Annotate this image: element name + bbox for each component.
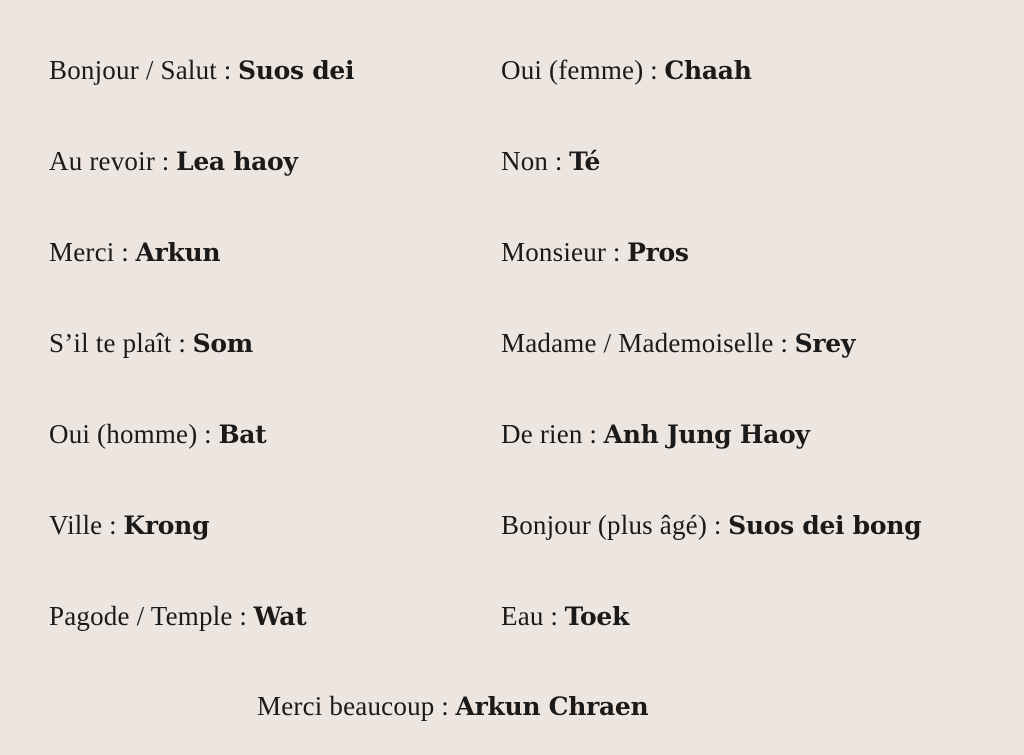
french-term: Madame / Mademoiselle bbox=[501, 328, 774, 358]
vocab-entry bbox=[49, 145, 298, 178]
vocab-entry bbox=[501, 236, 689, 269]
separator: : bbox=[155, 146, 177, 176]
vocab-entry bbox=[257, 690, 648, 723]
separator: : bbox=[232, 601, 254, 631]
french-term: Pagode / Temple bbox=[49, 601, 233, 631]
separator: : bbox=[606, 237, 628, 267]
vocab-entry bbox=[49, 509, 209, 542]
khmer-term: Lea haoy bbox=[176, 147, 298, 176]
french-term: Monsieur bbox=[501, 237, 607, 267]
french-term: Bonjour (plus âgé) bbox=[501, 510, 708, 540]
khmer-term: Chaah bbox=[664, 56, 752, 85]
separator: : bbox=[197, 419, 219, 449]
vocab-entry bbox=[49, 54, 354, 87]
khmer-term: Pros bbox=[627, 238, 689, 267]
separator: : bbox=[548, 146, 570, 176]
french-term: Merci beaucoup bbox=[257, 691, 435, 721]
separator: : bbox=[582, 419, 604, 449]
french-term: Non bbox=[501, 146, 549, 176]
separator: : bbox=[217, 55, 239, 85]
vocab-entry bbox=[501, 509, 921, 542]
vocab-entry bbox=[501, 54, 752, 87]
vocab-entry bbox=[501, 145, 600, 178]
khmer-term: Krong bbox=[123, 511, 210, 540]
khmer-term: Toek bbox=[564, 602, 630, 631]
french-term: Oui (femme) bbox=[501, 55, 644, 85]
separator: : bbox=[114, 237, 136, 267]
khmer-term: Bat bbox=[218, 420, 267, 449]
separator: : bbox=[543, 601, 565, 631]
french-term: Oui (homme) bbox=[49, 419, 198, 449]
vocab-entry bbox=[501, 418, 810, 451]
vocab-entry bbox=[49, 236, 220, 269]
khmer-term: Srey bbox=[794, 329, 856, 358]
separator: : bbox=[773, 328, 795, 358]
vocab-entry bbox=[501, 327, 855, 360]
french-term: Eau bbox=[501, 601, 544, 631]
vocab-entry bbox=[49, 600, 306, 633]
french-term: S’il te plaît bbox=[49, 328, 172, 358]
separator: : bbox=[643, 55, 665, 85]
french-term: Ville bbox=[49, 510, 103, 540]
french-term: Merci bbox=[49, 237, 115, 267]
separator: : bbox=[102, 510, 124, 540]
vocab-entry bbox=[501, 600, 629, 633]
khmer-term: Suos dei bong bbox=[728, 511, 922, 540]
khmer-term: Suos dei bbox=[238, 56, 355, 85]
khmer-term: Anh Jung Haoy bbox=[603, 420, 810, 449]
khmer-term: Som bbox=[192, 329, 253, 358]
separator: : bbox=[434, 691, 456, 721]
vocab-entry bbox=[49, 327, 253, 360]
french-term: De rien bbox=[501, 419, 583, 449]
separator: : bbox=[707, 510, 729, 540]
khmer-term: Arkun bbox=[135, 238, 221, 267]
french-term: Bonjour / Salut bbox=[49, 55, 218, 85]
khmer-term: Té bbox=[569, 147, 601, 176]
vocab-entry bbox=[49, 418, 266, 451]
khmer-term: Wat bbox=[253, 602, 307, 631]
french-term: Au revoir bbox=[49, 146, 156, 176]
separator: : bbox=[171, 328, 193, 358]
khmer-term: Arkun Chraen bbox=[455, 692, 649, 721]
